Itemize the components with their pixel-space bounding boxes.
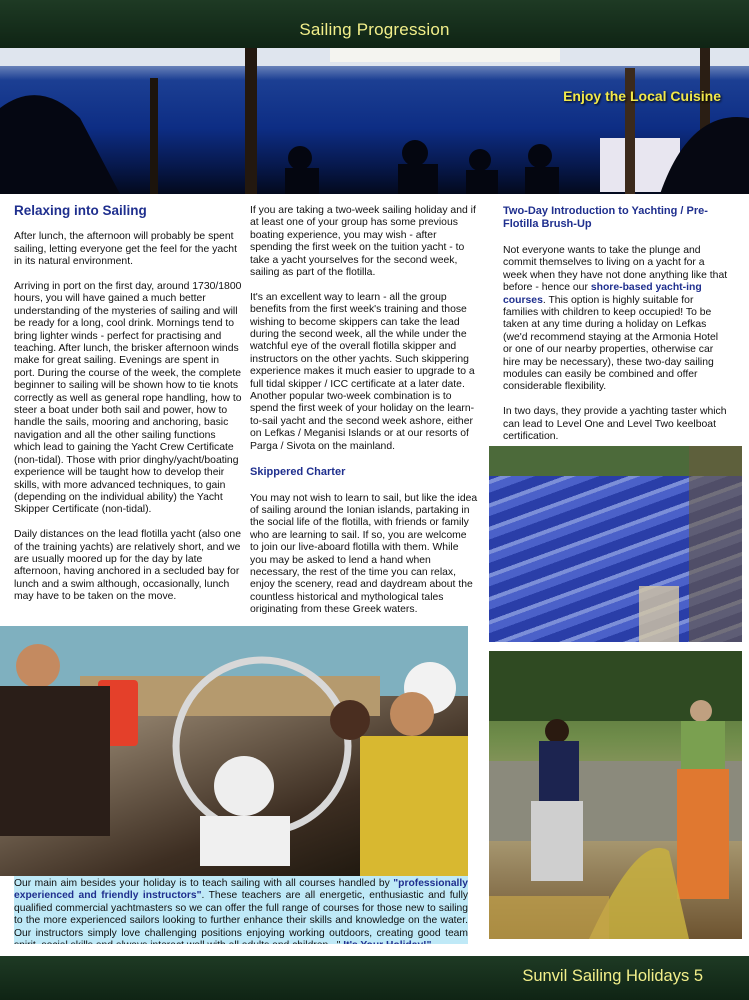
photo-fishermen-nets xyxy=(489,651,742,939)
caption-text: Our main aim besides your holiday is to teach sailing with all courses handled by xyxy=(14,878,394,889)
paragraph: If you are taking a two-week sailing holiday and if at least one of your group has some previous boating experience, you may wish - after spending the first week on the tuition yacht - to take a yacht yourselves for the second week, sailing as part of the flotilla. xyxy=(250,205,476,279)
paragraph: In two days, they provide a yachting taster which can lead to Level One and Level Two keelboat certification. xyxy=(503,406,727,443)
heading-relaxing-into-sailing: Relaxing into Sailing xyxy=(14,203,147,218)
paragraph: After lunch, the afternoon will probably be spent sailing, letting everyone get the feel for the yacht in its natural environment. xyxy=(14,231,237,268)
banner-scene xyxy=(0,48,749,194)
footer-bar xyxy=(0,956,749,1000)
sailing-lesson-scene xyxy=(0,626,468,876)
column-two-day-introduction xyxy=(503,205,729,456)
page-title: Sailing Progression xyxy=(299,20,450,39)
caption-text: . These teachers are all energetic, enthusiastic and fully qualified commercial yachtmasters so we can offer the full range of courses for those new to sailing to the more experienced sailors looking to further enhance their skills and knowledge on the water. Our instructors simply love challenging positions enjoying working outdoors, creating good team xyxy=(14,890,469,939)
column-relaxing-into-sailing xyxy=(14,205,242,616)
chairs-scene xyxy=(489,446,742,642)
paragraph: You may not wish to learn to sail, but like the idea of sailing around the Ionian islands, partaking in the social life of the flotilla, with friends or family who are learning to sail. If so, you are welcome to join our live-aboard flotilla with them. While you may be asked to lend a hand when necessary, the rest of the time you can relax, enjoy the scenery, read and daydream about the countless historical and mythological tales originating from these Greek waters. xyxy=(250,492,478,616)
paragraph: It's an excellent way to learn - all the group benefits from the first week's training and those wishing to become skippers can take the lead during the second week, all the while under the watchful eye of the overall flotilla skipper and instructors on the other yachts. Such skippering experience makes it much easier to upgrade to a full tidal skipper / ICC certificate at a later date. Another popular two-week combination is to spend the first week of your holiday on the learn-to-sail yacht and the second week ashore, either on Lefkas / Meganisi Islands or at our resorts of Parga / Sivota on the mainland. xyxy=(250,291,475,452)
banner-caption: Enjoy the Local Cuisine xyxy=(563,88,721,104)
shore-based-courses-highlight: shore-based yacht-ing courses xyxy=(503,282,702,306)
fishermen-scene xyxy=(489,651,742,939)
paragraph xyxy=(503,245,729,394)
heading-skippered-charter: Skippered Charter xyxy=(250,465,346,478)
text: . This option is highly suitable for families with children to keep occupied! To be taken at any time during a holiday on Lefkas (we'd recommend staying at the Armonia Hotel or one of our nearby properties, otherwise car hire may be necessary), these two-day sailing modules can easily be combined and offer considerable flexibility. xyxy=(503,294,719,393)
photo-blue-chairs xyxy=(489,446,742,642)
caption-highlight-instructors: "professionally experienced and friendly instructors" xyxy=(14,878,468,902)
photo-sailing-lesson xyxy=(0,626,468,876)
paragraph: Daily distances on the lead flotilla yacht (also one of the training yachts) are relatively short, and we are usually moored up for the day by late afternoon, having anchored in a secluded bay for lunch and a swim although, occasionally, lunch may have to be taken on the move. xyxy=(14,529,241,603)
banner-photo-taverna xyxy=(0,48,749,194)
text: Not everyone wants to take the plunge and commit themselves to living on a yacht for a week when they have not done anything like that before - hence our xyxy=(503,245,728,294)
column-two-week-holiday xyxy=(250,205,478,629)
heading-two-day-introduction: Two-Day Introduction to Yachting / Pre-Flotilla Brush-Up xyxy=(503,205,708,230)
footer-label: Sunvil Sailing Holidays 5 xyxy=(522,967,703,985)
top-bar xyxy=(0,0,749,48)
divider xyxy=(0,944,749,956)
paragraph: Arriving in port on the first day, around 1730/1800 hours, you will have gained a much better understanding of the mysteries of sailing and will be ready for a long, cool drink. Mornings tend to bring lighter winds - perfect for practising and teaching. After lunch, the brisker afternoon winds make for great sailing. Evenings are spent in port. During the course of the week, the complete beginner to sailing will be shown how to tie knots correctly as well as general rope handling, how to steer a boat under both sail and power, how to handle the sails, mooring and anchoring, basic navigation and all the other sailing functions which lead to gaining the Yacht Crew Certificate (non-tidal). Those with prior dinghy/yacht/boating experience will be taught how to develop their skills, with more advanced techniques, to gain (depending on the individual ability) the Yacht Skipper Certificate (non-tidal). xyxy=(14,281,242,516)
caption-box xyxy=(14,876,468,944)
